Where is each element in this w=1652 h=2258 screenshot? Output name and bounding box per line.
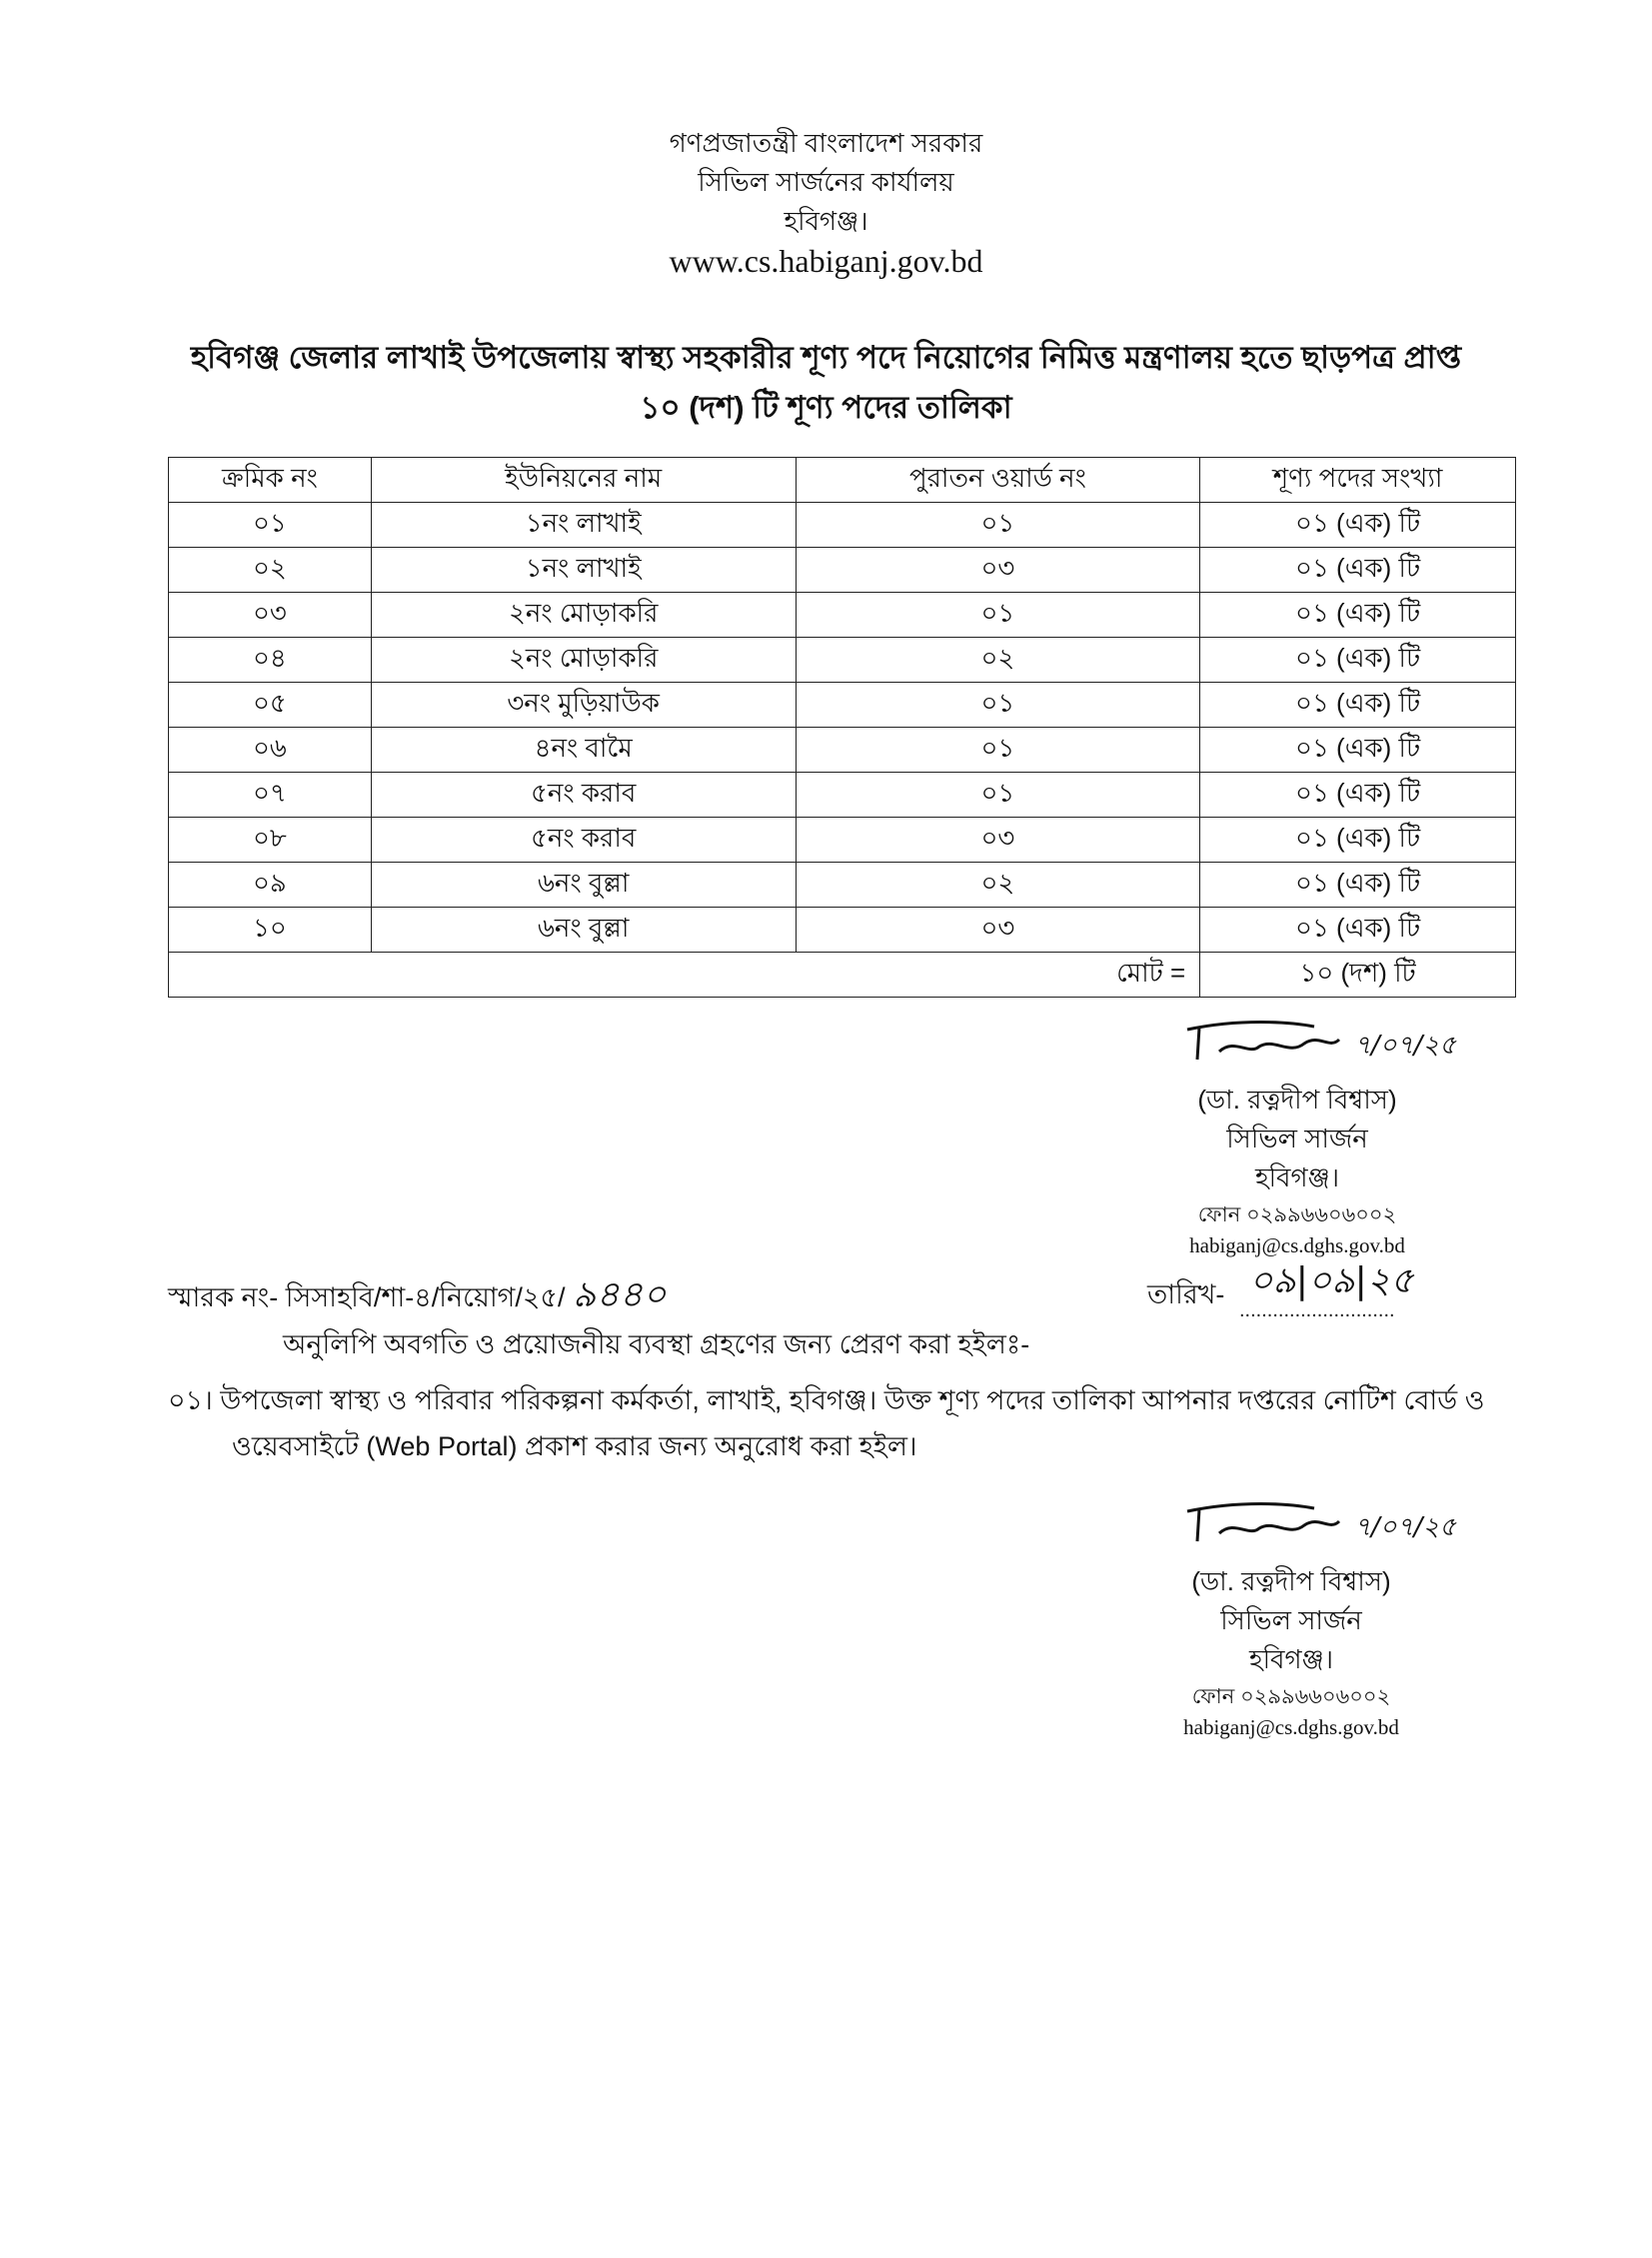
signatory-2-name: (ডা. রত্নদীপ বিশ্বাস) <box>1191 1566 1391 1596</box>
table-row <box>169 818 1516 863</box>
signatory-2-phone: ফোন ০২৯৯৬৬০৬০০২ <box>1191 1685 1391 1708</box>
signatory-phone: ফোন ০২৯৯৬৬০৬০০২ <box>1197 1203 1397 1226</box>
signatory-2-designation: সিভিল সার্জন <box>1220 1605 1362 1635</box>
signatory-2-email[interactable]: habiganj@cs.dghs.gov.bd <box>1183 1715 1399 1739</box>
table-row <box>169 503 1516 548</box>
table-row <box>169 593 1516 638</box>
table-row <box>169 728 1516 773</box>
district-heading: হবিগঞ্জ। <box>784 206 868 236</box>
cell-serial: ০২ <box>169 548 372 593</box>
cell-ward: ০১ <box>796 773 1200 818</box>
cell-vacancies: ০১ (এক) টি <box>1200 593 1516 638</box>
cell-vacancies: ০১ (এক) টি <box>1200 683 1516 728</box>
vacancy-table <box>168 457 1516 998</box>
memo-ref-label: স্মারক নং- সিসাহবি/শা-৪/নিয়োগ/২৫/ <box>168 1282 566 1312</box>
table-row <box>169 908 1516 953</box>
copy-item-1-line2: ওয়েবসাইটে (Web Portal) প্রকাশ করার জন্য অনুরোধ করা হইল। <box>232 1431 917 1461</box>
cell-ward: ০১ <box>796 683 1200 728</box>
cell-ward: ০১ <box>796 728 1200 773</box>
header-union: ইউনিয়নের নাম <box>371 458 796 503</box>
cell-union: ৫নং করাব <box>371 773 796 818</box>
cell-vacancies: ০১ (এক) টি <box>1200 638 1516 683</box>
cell-serial: ০৬ <box>169 728 372 773</box>
copy-intro: অনুলিপি অবগতি ও প্রয়োজনীয় ব্যবস্থা গ্রহণের জন্য প্রেরণ করা হইলঃ- <box>283 1329 1030 1359</box>
cell-union: ৫নং করাব <box>371 818 796 863</box>
document-title-line1: হবিগঞ্জ জেলার লাখাই উপজেলায় স্বাস্থ্য সহকারীর শূণ্য পদে নিয়োগের নিমিত্ত মন্ত্রণালয় হতে ছাড়পত্র প্রাপ্ত <box>190 340 1462 375</box>
table-row <box>169 683 1516 728</box>
signatory-email[interactable]: habiganj@cs.dghs.gov.bd <box>1189 1233 1405 1257</box>
signatory-name: (ডা. রত্নদীপ বিশ্বাস) <box>1197 1085 1397 1115</box>
cell-serial: ০১ <box>169 503 372 548</box>
memo-ref-number: ৯৪৪০ <box>572 1274 667 1315</box>
table-row <box>169 773 1516 818</box>
cell-union: ২নং মোড়াকরি <box>371 638 796 683</box>
table-row <box>169 863 1516 908</box>
header-ward: পুরাতন ওয়ার্ড নং <box>796 458 1200 503</box>
total-value: ১০ (দশ) টি <box>1200 953 1516 998</box>
cell-ward: ০১ <box>796 593 1200 638</box>
cell-ward: ০১ <box>796 503 1200 548</box>
date-value: ০৯|০৯|২৫ <box>1249 1260 1414 1301</box>
table-row <box>169 548 1516 593</box>
cell-serial: ০৫ <box>169 683 372 728</box>
signatory-designation: সিভিল সার্জন <box>1226 1124 1368 1153</box>
cell-serial: ০৩ <box>169 593 372 638</box>
table-header-row <box>169 458 1516 503</box>
cell-serial: ০৪ <box>169 638 372 683</box>
signature-1 <box>1179 1016 1479 1076</box>
signature-2-date: ৭/০৭/২৫ <box>1354 1512 1457 1542</box>
date-dots: ............................ <box>1239 1299 1395 1321</box>
signature-2 <box>1179 1497 1479 1557</box>
header-serial: ক্রমিক নং <box>169 458 372 503</box>
cell-vacancies: ০১ (এক) টি <box>1200 908 1516 953</box>
cell-union: ১নং লাখাই <box>371 548 796 593</box>
date-label: তারিখ- <box>1147 1279 1225 1309</box>
document-title-line2: ১০ (দশ) টি শূণ্য পদের তালিকা <box>640 390 1012 425</box>
total-row <box>169 953 1516 998</box>
cell-vacancies: ০১ (এক) টি <box>1200 728 1516 773</box>
cell-ward: ০৩ <box>796 818 1200 863</box>
cell-union: ২নং মোড়াকরি <box>371 593 796 638</box>
signature-date: ৭/০৭/২৫ <box>1354 1031 1457 1061</box>
cell-ward: ০৩ <box>796 548 1200 593</box>
cell-serial: ০৯ <box>169 863 372 908</box>
cell-union: ৬নং বুল্লা <box>371 863 796 908</box>
cell-vacancies: ০১ (এক) টি <box>1200 863 1516 908</box>
signatory-2-district: হবিগঞ্জ। <box>1248 1644 1334 1674</box>
cell-union: ৪নং বামৈ <box>371 728 796 773</box>
header-vacancies: শূণ্য পদের সংখ্যা <box>1200 458 1516 503</box>
website-link[interactable]: www.cs.habiganj.gov.bd <box>669 243 983 279</box>
cell-union: ৬নং বুল্লা <box>371 908 796 953</box>
cell-serial: ০৮ <box>169 818 372 863</box>
cell-ward: ০২ <box>796 863 1200 908</box>
cell-union: ৩নং মুড়িয়াউক <box>371 683 796 728</box>
cell-vacancies: ০১ (এক) টি <box>1200 773 1516 818</box>
signatory-district: হবিগঞ্জ। <box>1254 1162 1340 1192</box>
cell-serial: ০৭ <box>169 773 372 818</box>
cell-vacancies: ০১ (এক) টি <box>1200 503 1516 548</box>
table-row <box>169 638 1516 683</box>
copy-item-1-line1: ০১। উপজেলা স্বাস্থ্য ও পরিবার পরিকল্পনা কর্মকর্তা, লাখাই, হবিগঞ্জ। উক্ত শূণ্য পদের তালিকা আপনার দপ্তরের নোটিশ বোর্ড ও <box>168 1385 1485 1415</box>
total-label: মোট = <box>169 953 1200 998</box>
cell-vacancies: ০১ (এক) টি <box>1200 548 1516 593</box>
cell-serial: ১০ <box>169 908 372 953</box>
cell-ward: ০৩ <box>796 908 1200 953</box>
govt-heading: গণপ্রজাতন্ত্রী বাংলাদেশ সরকার <box>669 128 983 158</box>
cell-vacancies: ০১ (এক) টি <box>1200 818 1516 863</box>
cell-ward: ০২ <box>796 638 1200 683</box>
cell-union: ১নং লাখাই <box>371 503 796 548</box>
memo-reference <box>168 1275 666 1316</box>
office-heading: সিভিল সার্জনের কার্যালয় <box>698 167 954 197</box>
